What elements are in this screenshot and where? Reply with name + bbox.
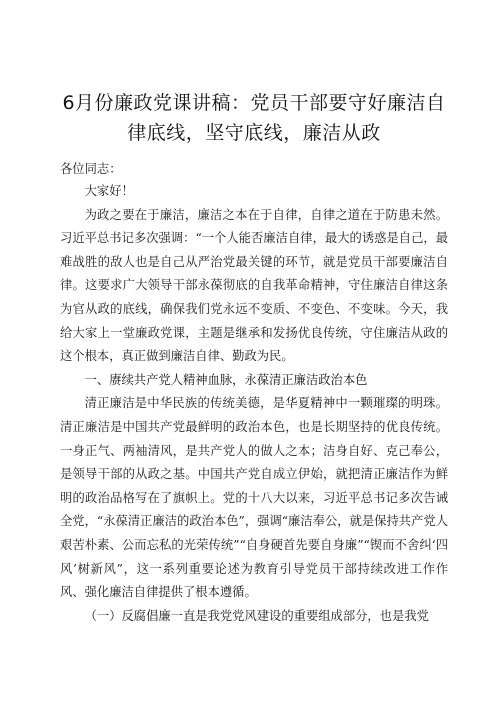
salutation: 各位同志：	[60, 162, 122, 176]
document-title	[60, 88, 448, 148]
title-line-2: 律底线，坚守底线，廉洁从政	[127, 122, 381, 144]
section-heading-1: 一、赓续共产党人精神血脉，永葆清正廉洁政治本色	[84, 372, 368, 387]
greeting: 大家好！	[84, 184, 134, 198]
paragraph-section-1: 清正廉洁是中华民族的传统美德，是华夏精神中一颗璀璨的明珠。清正廉洁是中国共产党最鲜明的政治本色，也是长期坚持的优良传统。一身正气、两袖清风，是共产党人的做人之本；洁身自好、克己奉公，是领导干部的从政之基。中国共产党自成立伊始，就把清正廉洁作为鲜明的政治品格写在了旗帜上。党的十八大以来，习近平总书记多次告诫全党，“永葆清正廉洁的政治本色”，强调“廉洁奉公，就是保持共产党人艰苦朴素、公而忘私的光荣传统”“自身硬首先要自身廉”“锲而不舍纠‘四风’树新风”，这一系列重要论述为教育引导党员干部持续改进工作作风、强化廉洁自律提供了根本遵循。	[60, 396, 448, 600]
title-line-1: 6月份廉政党课讲稿：党员干部要守好廉洁自	[62, 92, 446, 114]
paragraph-subsection-1: （一）反腐倡廉一直是我党党风建设的重要组成部分，也是我党	[84, 608, 429, 623]
paragraph-intro: 为政之要在于廉洁，廉洁之本在于自律，自律之道在于防患未然。习近平总书记多次强调：“一个人能否廉洁自律，最大的诱惑是自己，最难战胜的敌人也是自己从严治党最关键的环节，就是党员干部要廉洁自律。这要求广大领导干部永葆彻底的自我革命精神，守住廉洁自律这条为官从政的底线，确保我们党永远不变质、不变色、不变味。今天，我给大家上一堂廉政党课，主题是继承和发扬优良传统，守住廉洁从政的这个根本，真正做到廉洁自律、勤政为民。	[60, 207, 448, 364]
